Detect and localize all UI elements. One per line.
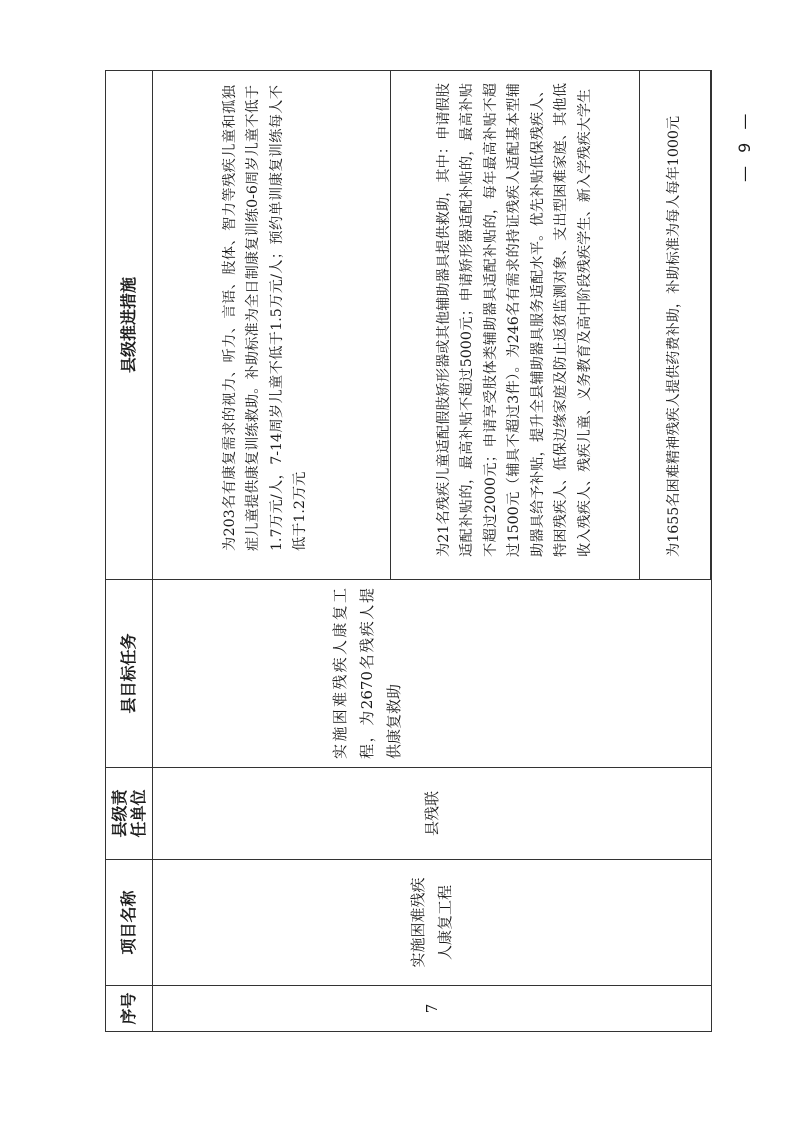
cell-measure-2: 为21名残疾儿童适配假肢矫形器或其他辅助器具提供救助，其中：申请假肢适配补贴的，最高补贴不超过5000元；申请矫形器适配补贴的，最高补贴不超过2000元；申请享受肢体类辅助器具适配补贴的，每年最高补贴不超过1500元（辅具不超过3件）。为246名有需求的持证残疾人适配基本型辅助器具给予补贴，提升全县辅助器具服务适配水平。优先补贴低保残疾人、特困残疾人、低保边缘家庭及防止返贫监测对象、支出型困难家庭、其他低收入残疾人、残疾儿童、义务教育及高中阶段残疾学生、新入学残疾大学生 [391, 71, 640, 580]
cell-measure-1: 为203名有康复需求的视力、听力、言语、肢体、智力等残疾儿童和孤独症儿童提供康复训练救助。补助标准为全日制康复训练0-6周岁儿童不低于1.7万元/人，7-14周岁儿童不低于1.5万元/人；预约单训康复训练每人不低于1.2万元 [153, 71, 391, 580]
measures-table [105, 70, 712, 1032]
cell-measure-blank [711, 71, 712, 580]
header-target-task: 县目标任务 [106, 580, 153, 768]
cell-responsible-unit: 县残联 [153, 768, 712, 860]
header-seq: 序号 [106, 986, 153, 1032]
header-project-name: 项目名称 [106, 860, 153, 986]
cell-measure-3: 为1655名困难精神残疾人提供药费补助，补助标准为每人每年1000元 [640, 71, 711, 580]
header-responsible-unit [106, 768, 153, 860]
page-number: — 9 — [735, 109, 754, 182]
table-header-row [106, 71, 153, 1032]
cell-seq: 7 [153, 986, 712, 1032]
cell-target-task [153, 580, 712, 768]
header-unit-text: 县级责任单位 [109, 789, 148, 838]
header-measures: 县级推进措施 [106, 71, 153, 580]
cell-project-name: 实施困难残疾人康复工程 [153, 860, 712, 986]
target-task-text: 实施困难残疾人康复工程，为2670名残疾人提供康复救助 [331, 588, 403, 759]
table-row [153, 71, 391, 1032]
